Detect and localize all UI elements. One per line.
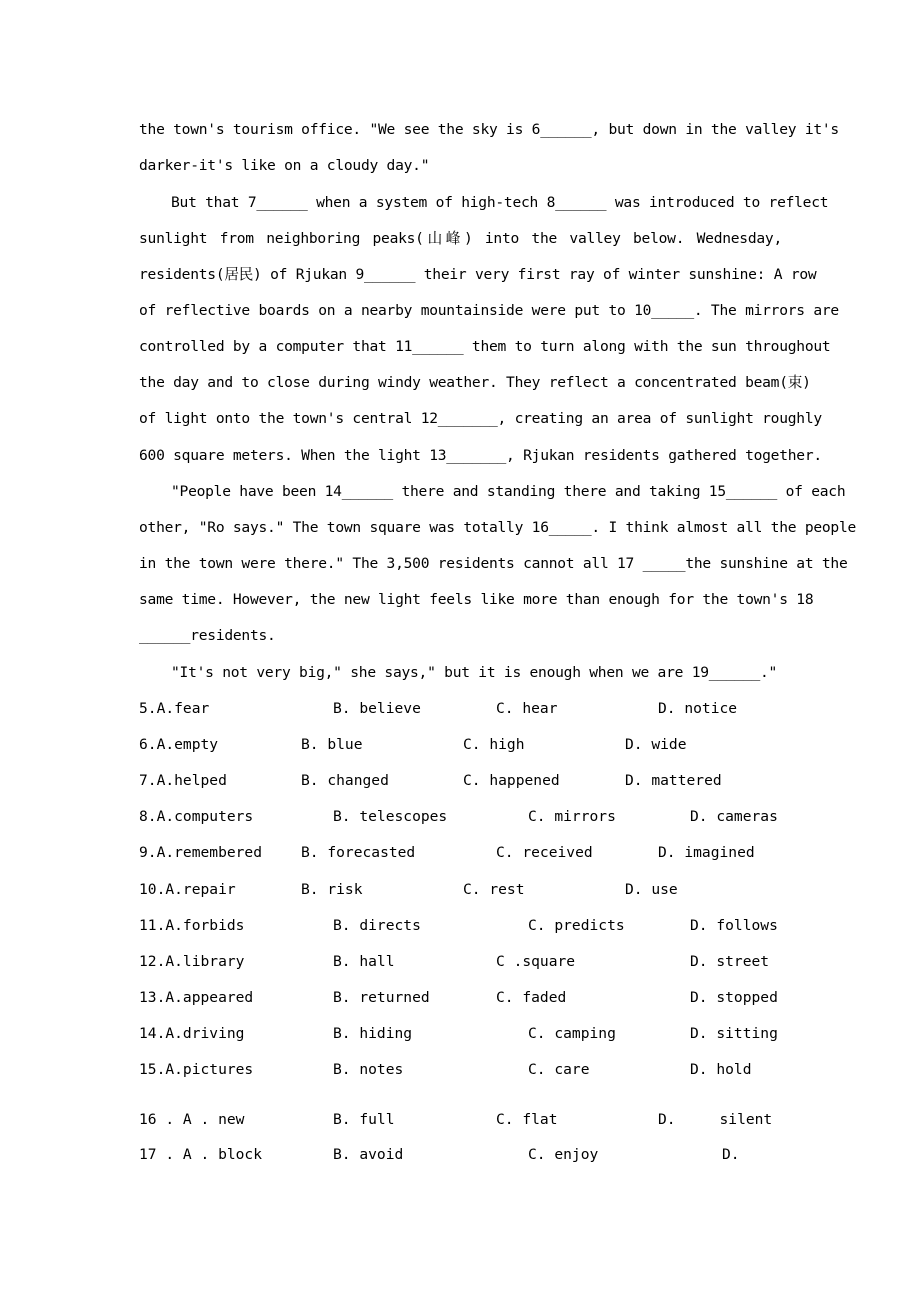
option-b: B. hiding [333,1025,413,1042]
option-c: C. faded [496,989,567,1006]
passage-line: of light onto the town's central 12_______, creating an area of sunlight roughly [139,410,822,427]
passage-line: the day and to close during windy weather. They reflect a concentrated beam(束) [139,374,811,391]
option-a: 8.A.computers [139,808,254,825]
option-c: C. received [496,844,593,861]
option-a: 7.A.helped [139,772,227,789]
passage-line: ______residents. [139,627,276,644]
option-d: D. street [690,953,770,970]
option-c: C. happened [463,772,560,789]
option-b: B. believe [333,700,421,717]
option-c: C. flat [496,1111,558,1128]
option-c: C. mirrors [528,808,616,825]
option-d: D. silent [658,1111,773,1128]
option-d: D. notice [658,700,738,717]
option-a: 16 . A . new [139,1111,245,1128]
option-c: C. rest [463,881,525,898]
passage-line: other, "Ro says." The town square was totally 16_____. I think almost all the people [139,519,857,536]
option-d: D. mattered [625,772,722,789]
option-d: D. imagined [658,844,755,861]
option-c: C. predicts [528,917,625,934]
option-c: C. hear [496,700,558,717]
option-d: D. hold [690,1061,752,1078]
option-a: 6.A.empty [139,736,219,753]
option-b: B. full [333,1111,395,1128]
passage-line: residents(居民) of Rjukan 9______ their very first ray of winter sunshine: A row [139,266,817,283]
option-c: C. enjoy [528,1146,599,1163]
option-b: B. risk [301,881,363,898]
option-b: B. blue [301,736,363,753]
option-d: D. follows [690,917,778,934]
option-a: 12.A.library [139,953,245,970]
option-b: B. changed [301,772,389,789]
option-a: 11.A.forbids [139,917,245,934]
option-a: 15.A.pictures [139,1061,254,1078]
option-d: D. [722,1146,740,1163]
passage-line: "It's not very big," she says," but it is enough when we are 19______." [171,664,778,681]
passage-line: But that 7______ when a system of high-tech 8______ was introduced to reflect [171,194,829,211]
passage-line: in the town were there." The 3,500 residents cannot all 17 _____the sunshine at the [139,555,848,572]
option-b: B. notes [333,1061,404,1078]
passage-line: darker-it's like on a cloudy day." [139,157,430,174]
option-a: 9.A.remembered [139,844,263,861]
option-d: D. stopped [690,989,778,1006]
option-b: B. forecasted [301,844,416,861]
passage-line: of reflective boards on a nearby mountainside were put to 10_____. The mirrors are [139,302,839,319]
option-d: D. cameras [690,808,778,825]
passage-line: controlled by a computer that 11______ them to turn along with the sun throughout [139,338,831,355]
option-c: C .square [496,953,576,970]
option-d: D. wide [625,736,687,753]
option-b: B. directs [333,917,421,934]
option-b: B. hall [333,953,395,970]
option-b: B. telescopes [333,808,448,825]
option-a: 14.A.driving [139,1025,245,1042]
passage-line: 600 square meters. When the light 13_______, Rjukan residents gathered together. [139,447,822,464]
option-d: D. use [625,881,678,898]
option-a: 17 . A . block [139,1146,263,1163]
option-c: C. high [463,736,525,753]
option-a: 13.A.appeared [139,989,254,1006]
passage-line: "People have been 14______ there and standing there and taking 15______ of each [171,483,846,500]
option-b: B. returned [333,989,430,1006]
passage-line: same time. However, the new light feels like more than enough for the town's 18 [139,591,814,608]
option-c: C. camping [528,1025,616,1042]
passage-line: sunlight from neighboring peaks(山峰) into the valley below. Wednesday, [139,230,782,247]
option-a: 5.A.fear [139,700,210,717]
option-a: 10.A.repair [139,881,236,898]
passage-line: the town's tourism office. "We see the sky is 6______, but down in the valley it's [139,121,839,138]
option-d: D. sitting [690,1025,778,1042]
option-c: C. care [528,1061,590,1078]
option-b: B. avoid [333,1146,404,1163]
